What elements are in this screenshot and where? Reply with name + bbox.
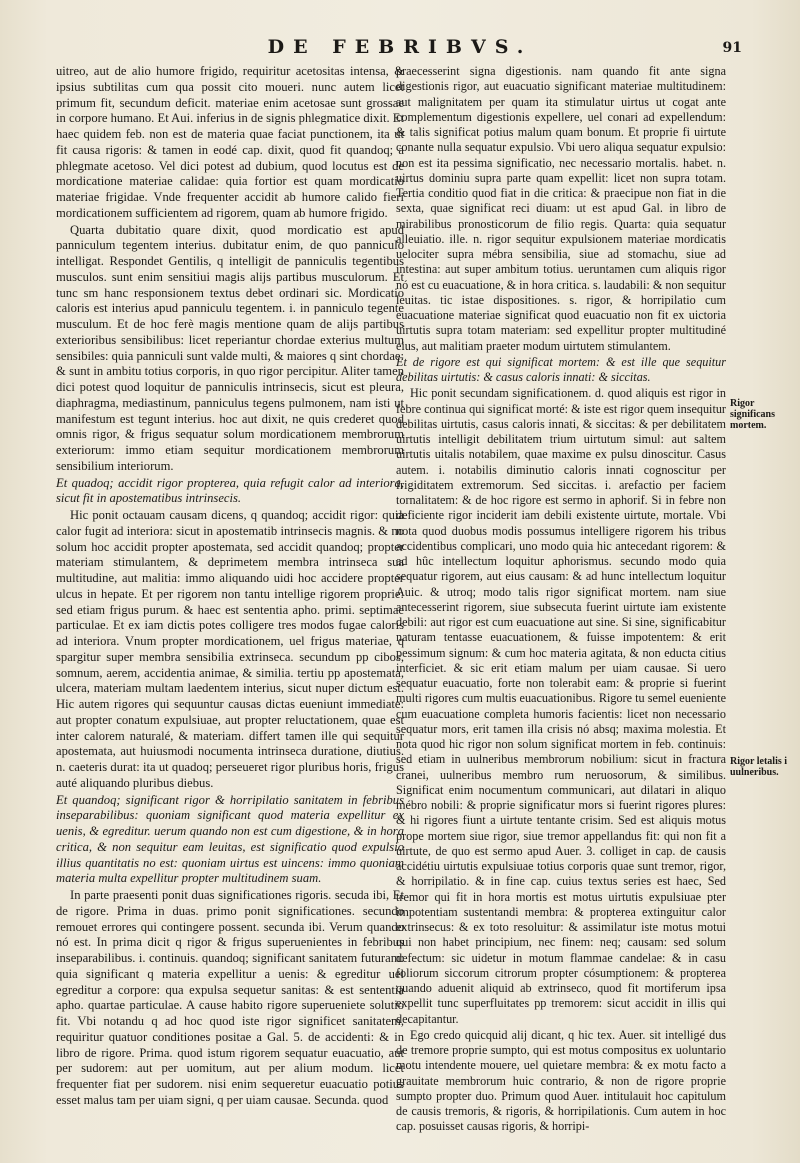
paragraph: Hic ponit octauam causam dicens, q quandoq; accidit rigor: quia calor fugit ad interiora: sicut in apostematib intrinsecis magnis. & no solum hoc accidit propter apostemata, sed accidit quandoq; propter materiam stimulantem, & deprimetem membra intrinseca sua multitudine, aut malitia: immo aliquando uidi hoc accidere propter ulcus in hepate. Et per rigorem non tantu intellige rigorem proprie: sed etiam frigus purum. & haec est sententia apho. primi. septimae particulae. Et ex iam dictis potes colligere tres modos fugae caloris ad interiora. Vnum propter mordicationem, uel frigus materiae, q spargitur super membra sensibilia extrinseca. secundum pp cibos, somnum, aerem, accidentia animae, & similia. tertiu pp apostemata, ulcera, materiam multam laedentem interius, sicut nuper dictum est. Hic autem rigores qui sequuntur causas dictas eueniunt immediate: aut propter conatum expulsiuae, aut propter reluctationem, quae est inter calorem naturalé, & materiam. differt tamen ille qui sequitur apostemata, aut huiusmodi nocumenta intrinseca duratione, diutius. n. caeteris durat: ita ut quadoq; perseueret rigor pluribus horis, frigus auté aliquando pluribus diebus. — [56, 508, 404, 790]
lemma-paragraph: Et de rigore est qui significat mortem: & est ille que sequitur debilitas uirtutis: & casus caloris innati: & siccitas. — [396, 354, 726, 384]
paragraph: Quarta dubitatio quare dixit, quod mordicatio est apud panniculum tegentem interius. dubitatur enim, de quo panniculo intelligat. Respondet Gentilis, q intelligit de panniculis tegentibus musculos. sunt enim sensitiui magis alijs partibus musculorum. Et tunc sm hanc responsionem textus debet ordinari sic. Mordicatio caloris est interius apud panniculu tegentem. i. in panniculo tegente musculum. Et de hoc ferè magis mentione quam de alijs partibus exterioribus sensibilibus: licet reperiantur chordae exterius multum sensibiles: quia panniculi sunt valde multi, & maiores q sint chordae: & sunt in ambitu totius corporis, in quo rigor percipitur. Aliter tamen dici potest quod loquitur de panniculis intrinsecis, sicut est pleura, diaphragma, mediastinum, panniculus tegens pulmonem, nam isti ut manifestum est tegunt interius. hoc aut dixit, ne quis crederet quod omnis rigor, & frigus sequatur solum mordicationem membrorum exteriorum: immo etiam sequitur mordicationem membrorum sensibilium interiorum. — [56, 222, 405, 473]
lemma-paragraph: Et quandoq; significant rigor & horripilatio sanitatem in febribus inseparabilibus: quoniam significant quod materia expellitur ex uenis, & egreditur. uerum quando non est cum digestione, & in hora critica, & non sequitur eam leuitas, est significatio quod expulsio illius quantitatis no est: quoniam uirtus est uincens: immo quoniam materia multa expellitur propter multitudinem suam. — [56, 792, 404, 886]
lemma-paragraph: Et quadoq; accidit rigor propterea, quia refugit calor ad interiora, sicut fit in apostematibus intrinsecis. — [56, 475, 404, 506]
right-column — [396, 64, 726, 1135]
running-head: DE FEBRIBVS. — [267, 36, 533, 58]
left-column — [56, 64, 404, 1109]
margin-note-rigor-mortem: Rigor significans mortem. — [730, 398, 776, 431]
page-number: 91 — [722, 40, 742, 56]
paragraph: Hic ponit secundam significationem. d. quod aliquis est rigor in febre continua qui significat morté: & iste est rigor quem insequitur debilitas uirtutis, casus caloris innati, & siccitas: & per debilitatem uirtutis intelligit debilitatem trium uirtutum simul: aut saltem uirtutis uitalis notabilem, quae maxime ex pulsu dinoscitur. Casus autem. i. notabilis diminutio caloris innati cognoscitur per frigiditatem extremorum. Sed siccitas. i. arefactio per faciem tornalitatem: & de hoc rigore est sermo in aphorif. Si in febre non deficiente rigor inciderit iam debili existente uirtute, mortale. Vbi nota quod duobus modis possumus intelligere rigorem his tribus accidentibus complicari, uno modo quia hic antecedant rigorem: & ad hûc intellectum loquitur aphorismus. secundo modo quia sequatur rigorem, aut eius causam: & ad hunc intellectum loquitur Auic. & utroq; modo talis rigor significat mortem. nam siue antecesserint rigorem, siue subsecuta fuerint uirtute iam existente debili: aut rigor est cum euacuatione aut sine. Si sine, significabitur naturam tentasse euacuationem, & fuisse impotentem: & erit pessimum signum: & cum hoc materia agitata, & non educta citius interficiet. & sic erit etiam malum per uiam causae. Si uero sequatur euacuatio, forte non tolerabit eam: & proprie si fuerint multi rigores cum multis euacuationibus. Rigore tu semel eueniente cum euacuatione completa humoris facientis: licet non necessario sequatur mors, erit tamen illa crisis nó absq; maxima molestia. Et nota quod hic rigor non solum significat mortem in feb. continuis: sed etiam in uulneribus membrorum nobilium: sicut in fractura cranei, uulneribus membro rum neruosorum, & similibus. Significat enim nocumentum communicari, aut dilatari in aliquo mébro nobili: & proprie significatur mors si fuerint rigores plures: & hi rigores fiunt a uirtute tentante crisim. Sed est aliquis motus prope mortem siue rigor, siue tremor appellandus fit: qui non fit a uirtute, de quo est sermo apud Auer. 3. colliget in cap. de causis accidétiu uirtutis expulsiuae totius corporis quae sunt tremor, rigor, & horripilatio. & in fine cap. cuius textus series est haec, Sed tremor qui fit in hora mortis est motus uirtutis expulsiuae pter impotentiam sustentandi membra: & propterea extinguitur calor extrinsecus: & ex toto resoluitur: & assimilatur iste motus motui qui non habet principium, nec finem: neq; causam: sed solum defectum: sic uidetur in motum flammae candelae: & in casu foliorum siccorum citrorum propter cósumptionem: & propterea quando aduenit aliquid ab extrinseco, quod fit mortiferum ipsa expellit tunc superfluitates pp tremorem: sicut accidit in illis qui decapitantur. — [396, 386, 726, 1026]
paragraph: praecesserint signa digestionis. nam quando fit ante signa digestionis rigor, aut euacuatio significant materiae multitudinem: aut malignitatem per quam ita stimulatur uirtus ut cogat ante complementum digestionis expellere, uel conari ad expellendum: & talis significat potius malum quam bonum. Et proprie fi uirtute conante nulla sequatur expulsio. Vbi uero aliqua sequatur expulsio: non est ita pessima significatio, nec necessario mortalis. habet. n. uirtus dominiu supra parte quam expellit: licet non supra totam. Tertia conditio quod fiat in die critica: & praecipue non fiat in die sexta, quae significat reci diuam: ut est apud Gal. in libro de mirabilibus pronosticorum de filio regis. Quarta: quia sequatur alleuiatio. ille. n. rigor sequitur expulsionem materiae mordicatis uelociter supra mébra sensibilia, siue ad stomachu, siue ad intestina: aut super ambitum totius. ueruntamen cum aliquis rigor nó est cu euacuatione, & in hora critica. s. laudabili: & non sequitur leuitas. tic istae dispositiones. s. rigor, & horripilatio cum euacuatione materiae significat quod euacuatio non fit ex uictoria uirtutis supra totam materiam: sed expellitur propter multitudiné eius, aut malitiam praeter modum uirtutem stimulantem. — [396, 64, 726, 353]
margin-note-rigor-letalis: Rigor letalis i uulneribus. — [730, 756, 788, 778]
paragraph: Ego credo quicquid alij dicant, q hic tex. Auer. sit intelligé dus de tremore proprie sumpto, qui est motus compositus ex uoluntario motu intendente mouere, uel quietare membra: & ex motu facto a grauitate membrorum huic contrario, & non de rigore proprie sumpto propter duo. Primum quod Auer. intitulauit hoc capitulum de causis tremoris, & rigoris, & horripilationis. Cum autem in hoc cap. posuisset causas rigoris, & horripi- — [396, 1027, 726, 1134]
paragraph: uitreo, aut de alio humore frigido, requiritur acetositas intensa, & ipsius subtilitas cum qua possit cito moueri. nunc autem licet primum fit, secundum deficit. materiae enim acetosae sunt grossae in corpore humano. Et Aui. inferius in de signis phlegmatice dixit. Et haec quidem feb. non est de materia quae faciat punctionem, ita ut fit causa rigoris: & tamen in eodé cap. dixit, quod fit quandoq; a phlegmate acetoso. Vel dici potest ad dubium, quod locutus est de mordicatione materiae calidae: quia fortior est quam mordicatio materiae frigidae. Vnde frequenter accidit ab humore calido fieri mordicationem sufficientem ad rigorem, quam ab humore frigido. — [56, 64, 404, 220]
paragraph: In parte praesenti ponit duas significationes rigoris. secuda ibi, Et de rigore. Prima in duas. primo ponit significationes. secundo remouet errores qui contingere possent. secunda ibi. Verum quando nó est. In prima dicit q rigor & frigus superuenientes in febribus inseparabilibus. i. continuis. quandoq; significant sanitatem futuram: quia significant q materia expellitur a uenis: & egreditur uel egreditur a corpore: qua expulsa sequetur sanitas: & est sententia apho. quartae particulae. A cause habito rigore superueniete solutio fit. Vbi notandu q ad hoc quod iste rigor significet sanitatem, requiritur quatuor conditiones positae a Gal. 5. de accidenti: & in libro de rigore. Prima. quod istum rigorem sequatur euacuatio, aut per sudorem: aut per uomitum, aut per alium modum. licet frequenter fiat per sudorem. nisi enim sequeretur euacuatio potius esset malus tam per uiam signi, q per uiam causae. Secunda. quod — [56, 888, 404, 1107]
